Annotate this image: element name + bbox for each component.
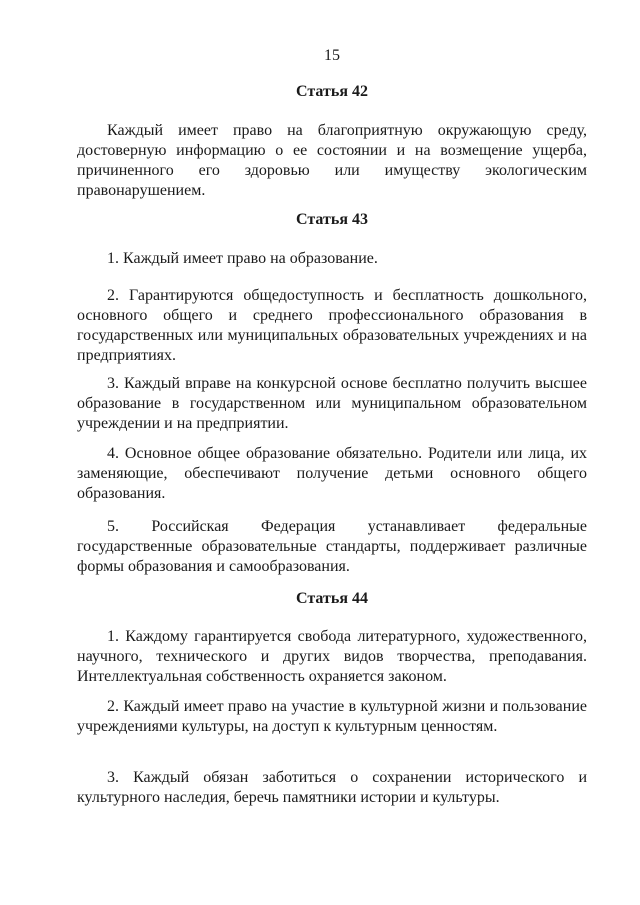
article-43-paragraph-5: 5. Российская Федерация устанавливает федеральные государственные образовательные стандарты, поддерживает различные формы образования и самообразования. — [77, 518, 587, 575]
article-42-paragraph: Каждый имеет право на благоприятную окружающую среду, достоверную информацию о ее состоянии и на возмещение ущерба, причиненного его здоровью или имуществу экологическим правонарушением. — [77, 122, 587, 199]
page-number: 15 — [324, 47, 340, 64]
article-44-paragraph-1: 1. Каждому гарантируется свобода литературного, художественного, научного, технического и других видов творчества, преподавания. Интеллектуальная собственность охраняется законом. — [77, 628, 587, 685]
article-42-heading: Статья 42 — [296, 83, 368, 100]
article-44-paragraph-3: 3. Каждый обязан заботиться о сохранении исторического и культурного наследия, беречь памятники истории и культуры. — [77, 769, 587, 806]
article-43-paragraph-3: 3. Каждый вправе на конкурсной основе бесплатно получить высшее образование в государственном или муниципальном образовательном учреждении и на предприятии. — [77, 375, 587, 432]
article-43-paragraph-2: 2. Гарантируются общедоступность и бесплатность дошкольного, основного общего и среднего профессионального образования в государственных или муниципальных образовательных учреждениях и на предприятиях. — [77, 287, 587, 364]
article-43-heading: Статья 43 — [296, 211, 368, 228]
article-43-paragraph-1: 1. Каждый имеет право на образование. — [107, 250, 378, 267]
article-43-paragraph-4: 4. Основное общее образование обязательно. Родители или лица, их заменяющие, обеспечивают получение детьми основного общего образования. — [77, 445, 587, 502]
article-44-paragraph-2: 2. Каждый имеет право на участие в культурной жизни и пользование учреждениями культуры, на доступ к культурным ценностям. — [77, 698, 587, 735]
article-44-heading: Статья 44 — [296, 590, 368, 607]
